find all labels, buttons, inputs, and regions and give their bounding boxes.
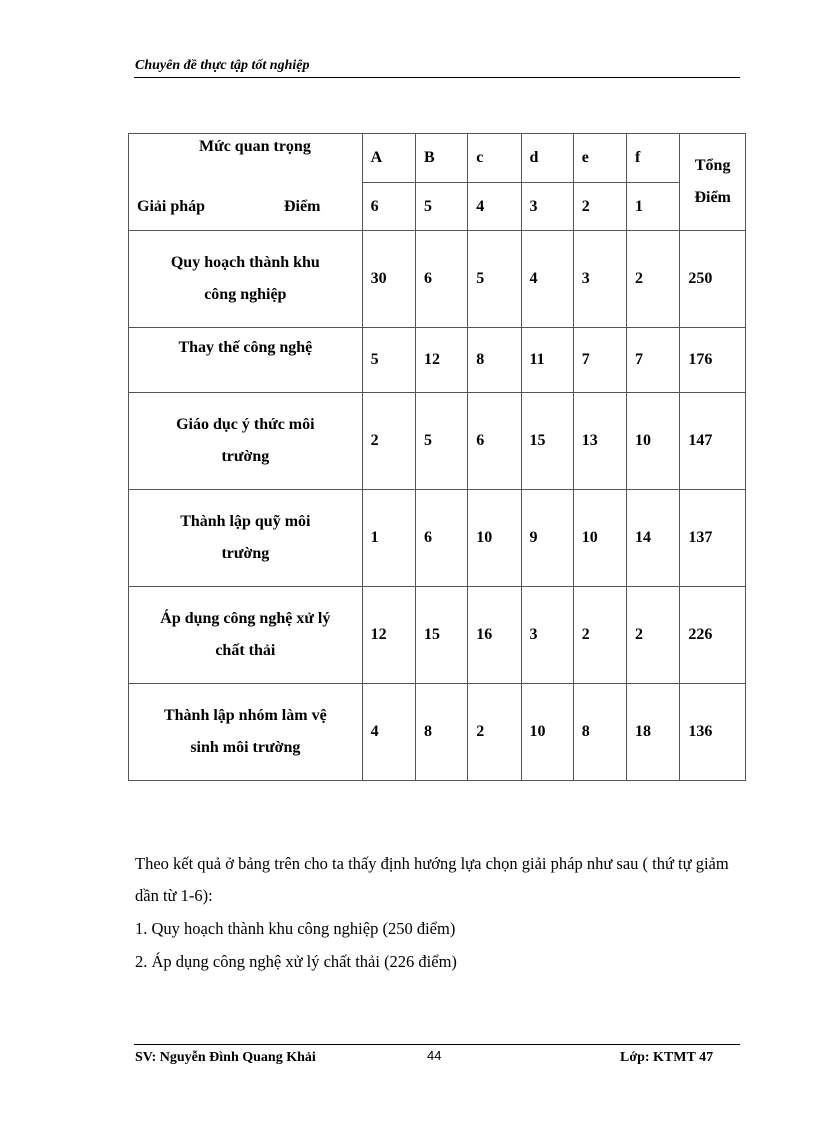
score-cell: 2: [362, 393, 415, 490]
total-cell: 176: [680, 328, 746, 393]
total-cell: 226: [680, 587, 746, 684]
solution-label-line: sinh môi trường: [190, 739, 301, 756]
total-cell: 147: [680, 393, 746, 490]
score-cell: 8: [415, 684, 467, 781]
criteria-cell: B: [415, 134, 467, 183]
score-cell: 8: [468, 328, 521, 393]
score-cell: 10: [521, 684, 573, 781]
ranked-item: 1. Quy hoạch thành khu công nghiệp (250 điểm): [135, 919, 456, 938]
score-cell: 12: [362, 587, 415, 684]
score-cell: 5: [415, 393, 467, 490]
corner-score-label: Điểm: [284, 198, 321, 215]
solution-label-cell: [129, 231, 363, 328]
page-header-title: Chuyên đề thực tập tốt nghiệp: [135, 58, 310, 73]
score-cell: 2: [627, 231, 680, 328]
table-row: [129, 328, 746, 393]
corner-importance-label: Mức quan trọng: [199, 138, 311, 155]
score-cell: 5: [468, 231, 521, 328]
corner-solution-label: Giải pháp: [137, 198, 206, 215]
header-divider: [134, 77, 740, 78]
footer-divider: [134, 1044, 740, 1045]
total-header-line: Điểm: [694, 189, 731, 206]
weight-cell: 6: [362, 183, 415, 231]
corner-header-cell: [129, 134, 363, 231]
score-cell: 2: [573, 587, 626, 684]
score-cell: 6: [415, 490, 467, 587]
total-cell: 250: [680, 231, 746, 328]
weight-cell: 1: [627, 183, 680, 231]
score-cell: 9: [521, 490, 573, 587]
solution-label-cell: [129, 684, 363, 781]
conclusion-paragraph: Theo kết quả ở bảng trên cho ta thấy định hướng lựa chọn giải pháp như sau ( thứ tự giảm dần từ 1-6):: [135, 854, 729, 905]
criteria-cell: A: [362, 134, 415, 183]
conclusion-text: [135, 848, 741, 978]
solution-label-line: chất thải: [215, 642, 276, 659]
score-cell: 6: [415, 231, 467, 328]
score-cell: 30: [362, 231, 415, 328]
score-cell: 13: [573, 393, 626, 490]
score-cell: 12: [415, 328, 467, 393]
total-header-line: Tổng: [694, 157, 731, 174]
table-row: [129, 684, 746, 781]
score-cell: 7: [627, 328, 680, 393]
solution-label-line: công nghiệp: [204, 286, 287, 303]
solution-label-cell: [129, 393, 363, 490]
score-cell: 5: [362, 328, 415, 393]
score-cell: 3: [573, 231, 626, 328]
solution-label-line: Giáo dục ý thức môi: [176, 416, 315, 433]
score-cell: 2: [627, 587, 680, 684]
solution-label-cell: [129, 328, 363, 393]
ranked-item: 2. Áp dụng công nghệ xử lý chất thải (226 điểm): [135, 952, 457, 971]
score-cell: 15: [521, 393, 573, 490]
total-cell: 136: [680, 684, 746, 781]
score-cell: 10: [573, 490, 626, 587]
solution-label-cell: [129, 490, 363, 587]
score-cell: 18: [627, 684, 680, 781]
solution-label-line: Áp dụng công nghệ xử lý: [160, 610, 331, 627]
solution-label-line: Thành lập quỹ môi: [180, 513, 311, 530]
weight-cell: 2: [573, 183, 626, 231]
criteria-cell: c: [468, 134, 521, 183]
weight-cell: 5: [415, 183, 467, 231]
solution-label-line: Quy hoạch thành khu: [170, 254, 320, 271]
criteria-cell: e: [573, 134, 626, 183]
score-cell: 15: [415, 587, 467, 684]
table-row: [129, 393, 746, 490]
score-cell: 14: [627, 490, 680, 587]
solution-label-line: trường: [221, 448, 270, 465]
score-cell: 8: [573, 684, 626, 781]
page-number: 44: [427, 1048, 442, 1063]
footer-student-name: SV: Nguyễn Đình Quang Khải: [135, 1050, 316, 1065]
criteria-cell: f: [627, 134, 680, 183]
score-cell: 10: [627, 393, 680, 490]
solution-label-line: trường: [221, 545, 270, 562]
weight-cell: 4: [468, 183, 521, 231]
score-cell: 1: [362, 490, 415, 587]
solution-label-line: Thay thế công nghệ: [178, 339, 313, 356]
criteria-cell: d: [521, 134, 573, 183]
table-row: [129, 490, 746, 587]
solution-label-line: Thành lập nhóm làm vệ: [163, 707, 327, 724]
footer-class-label: Lớp: KTMT 47: [620, 1050, 714, 1065]
score-cell: 11: [521, 328, 573, 393]
score-cell: 10: [468, 490, 521, 587]
score-cell: 3: [521, 587, 573, 684]
table-row: [129, 587, 746, 684]
score-cell: 7: [573, 328, 626, 393]
evaluation-table: [128, 133, 746, 781]
score-cell: 4: [521, 231, 573, 328]
total-header-cell: [680, 134, 746, 231]
table-row: [129, 231, 746, 328]
score-cell: 6: [468, 393, 521, 490]
score-cell: 16: [468, 587, 521, 684]
solution-label-cell: [129, 587, 363, 684]
total-cell: 137: [680, 490, 746, 587]
weight-cell: 3: [521, 183, 573, 231]
score-cell: 4: [362, 684, 415, 781]
criteria-header-row: [129, 134, 746, 183]
score-cell: 2: [468, 684, 521, 781]
